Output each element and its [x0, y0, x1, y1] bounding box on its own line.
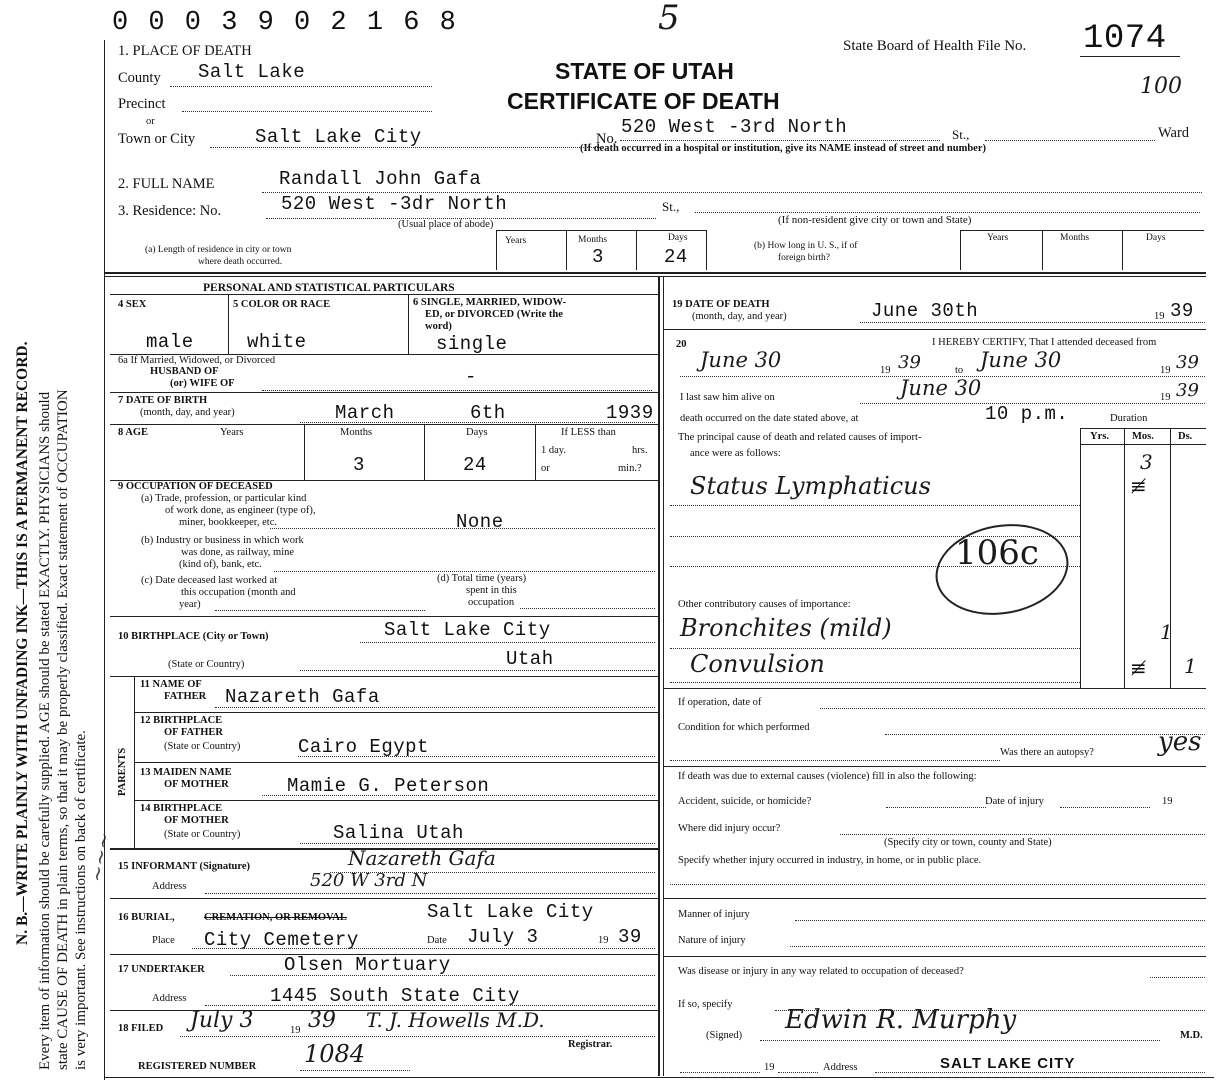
us-length-label: (b) How long in U. S., if of — [754, 241, 858, 251]
spouse-label-2: HUSBAND OF — [150, 366, 219, 377]
registrar-label: Registrar. — [568, 1039, 613, 1050]
sidebar-line-4: is very important. See instructions on back of certificate. — [73, 730, 89, 1070]
us-years-header: Years — [987, 233, 1009, 243]
attended-to-label: to — [955, 365, 964, 376]
residence-months-value: 3 — [592, 246, 604, 268]
burial-year-prefix: 19 — [598, 935, 609, 946]
registrar-signature: T. J. Howells M.D. — [366, 1008, 545, 1032]
cause-months-mark: ≢ — [1130, 474, 1147, 498]
father-value: Nazareth Gafa — [225, 686, 380, 708]
birthplace-city-value: Salt Lake City — [384, 619, 551, 641]
accident-label: Accident, suicide, or homicide? — [678, 796, 812, 807]
ward-label: Ward — [1158, 125, 1190, 141]
age-months-header: Months — [340, 427, 373, 438]
mother-birthplace-value: Salina Utah — [333, 822, 464, 844]
full-name-value: Randall John Gafa — [279, 168, 482, 190]
operation-label: If operation, date of — [678, 697, 762, 708]
age-min-label: min.? — [618, 463, 642, 474]
undertaker-address-label: Address — [152, 993, 187, 1004]
date-of-death-year-prefix: 19 — [1154, 311, 1165, 322]
residence-days-value: 24 — [664, 246, 688, 268]
residence-value: 520 West -3dr North — [281, 193, 508, 215]
occupation-d-label-2: spent in this — [466, 585, 517, 596]
mother-birthplace-label-3: (State or Country) — [164, 829, 241, 840]
usual-abode-label: (Usual place of abode) — [398, 219, 494, 230]
attended-to: June 30 — [980, 348, 1062, 372]
mother-value: Mamie G. Peterson — [287, 775, 490, 797]
occupation-c-label-3: year) — [179, 599, 201, 610]
filed-label: 18 FILED — [118, 1023, 164, 1034]
occupation-b-label-2: was done, as railway, mine — [181, 547, 295, 558]
physician-address-label: Address — [823, 1062, 858, 1073]
burial-date-label: Date — [427, 935, 447, 946]
physician-signature: Edwin R. Murphy — [785, 1005, 1017, 1035]
duration-yrs-header: Yrs. — [1090, 431, 1109, 442]
residence-months-header: Months — [578, 235, 608, 245]
undertaker-address-value: 1445 South State City — [270, 985, 520, 1007]
age-hrs-label: hrs. — [632, 445, 648, 456]
last-saw-label: I last saw him alive on — [680, 392, 775, 403]
date-of-death-label: 19 DATE OF DEATH — [672, 299, 770, 310]
dob-year-value: 1939 — [606, 402, 654, 424]
county-value: Salt Lake — [198, 61, 306, 83]
informant-address: 520 W 3rd N — [310, 870, 428, 891]
contributory-cause-1: Bronchites (mild) — [680, 614, 892, 642]
condition-label: Condition for which performed — [678, 722, 810, 733]
contributory-cause-1-value: 1 — [1160, 620, 1173, 644]
nature-label: Nature of injury — [678, 935, 746, 946]
death-time-value: 10 p.m. — [985, 403, 1069, 425]
dob-month-value: March — [335, 402, 395, 424]
dob-label: 7 DATE OF BIRTH — [118, 395, 208, 406]
certify-text: I HEREBY CERTIFY, That I attended deceased from — [932, 337, 1157, 348]
specify-industry-label: Specify whether injury occurred in industry, in home, or in public place. — [678, 855, 982, 866]
date-of-death-value: June 30th — [871, 300, 979, 322]
birthplace-state-value: Utah — [506, 648, 554, 670]
town-value: Salt Lake City — [255, 126, 422, 148]
occupation-c-label-2: this occupation (month and — [181, 587, 296, 598]
race-value: white — [247, 331, 307, 353]
cause-label: The principal cause of death and related causes of import- — [678, 432, 922, 443]
burial-date-value: July 3 — [467, 926, 539, 948]
sidebar-line-1: N. B.—WRITE PLAINLY WITH UNFADING INK—THIS IS A PERMANENT RECORD. — [14, 341, 31, 945]
attended-from-year-prefix: 19 — [880, 365, 891, 376]
registered-number: 1084 — [304, 1040, 366, 1068]
state-file-number: 1074 — [1083, 20, 1167, 58]
spouse-label-3: (or) WIFE OF — [170, 378, 235, 389]
birthplace-label: 10 BIRTHPLACE (City or Town) — [118, 631, 269, 642]
age-months-value: 3 — [353, 454, 365, 476]
mother-label: 13 MAIDEN NAME — [140, 767, 232, 778]
burial-place-label: Place — [152, 935, 175, 946]
burial-label: 16 BURIAL, — [118, 912, 175, 923]
date-of-injury-label: Date of injury — [985, 796, 1044, 807]
related-occupation-label: Was disease or injury in any way related to occupation of deceased? — [678, 966, 964, 977]
occupation-a-label-3: miner, bookkeeper, etc. — [179, 517, 277, 528]
filed-year-prefix: 19 — [290, 1025, 301, 1036]
father-label-2: FATHER — [164, 691, 207, 702]
certify-number: 20 — [676, 339, 687, 350]
cause-months-value: 3 — [1140, 450, 1153, 474]
residence-label: 3. Residence: No. — [118, 203, 222, 219]
residence-years-header: Years — [505, 236, 527, 246]
occupation-b-label: (b) Industry or business in which work — [141, 535, 304, 546]
mother-label-2: OF MOTHER — [164, 779, 229, 790]
last-saw-value: June 30 — [900, 376, 982, 400]
street-st-label: St., — [952, 127, 970, 142]
or-label: or — [146, 116, 155, 127]
document-title-state: STATE OF UTAH — [555, 58, 734, 84]
attended-to-year: 39 — [1176, 352, 1199, 373]
serial-mark: 5 — [658, 0, 680, 38]
age-day-label: 1 day. — [541, 445, 566, 456]
age-or-label: or — [541, 463, 550, 474]
external-causes-label: If death was due to external causes (violence) fill in also the following: — [678, 771, 977, 782]
duration-label: Duration — [1110, 413, 1148, 424]
residence-days-header: Days — [668, 233, 688, 243]
registered-number-label: REGISTERED NUMBER — [138, 1061, 257, 1072]
mother-birthplace-label-2: OF MOTHER — [164, 815, 229, 826]
sex-label: 4 SEX — [118, 299, 147, 310]
full-name-label: 2. FULL NAME — [118, 176, 215, 192]
filed-year: 39 — [308, 1008, 336, 1033]
contributory-label: Other contributory causes of importance: — [678, 599, 851, 610]
occupation-d-label: (d) Total time (years) — [437, 573, 527, 584]
race-label: 5 COLOR OR RACE — [233, 299, 331, 310]
occupation-d-label-3: occupation — [468, 597, 515, 608]
mother-birthplace-label: 14 BIRTHPLACE — [140, 803, 223, 814]
death-occurred-label: death occurred on the date stated above, at — [680, 413, 859, 424]
attended-from: June 30 — [700, 348, 782, 372]
md-label: M.D. — [1180, 1030, 1203, 1041]
length-residence-label-2: where death occurred. — [198, 257, 283, 267]
date-of-death-label-2: (month, day, and year) — [692, 311, 787, 322]
signed-label: (Signed) — [706, 1030, 743, 1041]
dob-label-2: (month, day, and year) — [140, 407, 235, 418]
us-months-header: Months — [1060, 233, 1090, 243]
town-label: Town or City — [118, 131, 196, 147]
autopsy-value: yes — [1158, 727, 1202, 757]
informant-label: 15 INFORMANT (Signature) — [118, 861, 251, 872]
street-number-label: No. — [596, 131, 618, 147]
age-label: 8 AGE — [118, 427, 149, 438]
burial-year-value: 39 — [618, 926, 642, 948]
nonresident-note: (If non-resident give city or town and State) — [778, 214, 972, 226]
sex-value: male — [146, 331, 194, 353]
marital-label-3: word) — [425, 321, 452, 332]
marital-label-2: ED, or DIVORCED (Write the — [425, 309, 563, 320]
occupation-value: None — [456, 511, 504, 533]
manner-label: Manner of injury — [678, 909, 750, 920]
undertaker-label: 17 UNDERTAKER — [118, 964, 205, 975]
precinct-label: Precinct — [118, 96, 166, 112]
corner-number: 100 — [1140, 74, 1182, 99]
father-birthplace-label-2: OF FATHER — [164, 727, 224, 738]
hospital-note: (If death occurred in a hospital or institution, give its NAME instead of street and number) — [580, 143, 987, 154]
marital-label: 6 SINGLE, MARRIED, WIDOW- — [413, 297, 567, 308]
father-label: 11 NAME OF — [140, 679, 202, 690]
occupation-b-label-3: (kind of), bank, etc. — [179, 559, 262, 570]
place-of-death-label: 1. PLACE OF DEATH — [118, 43, 252, 59]
attended-to-year-prefix: 19 — [1160, 365, 1171, 376]
birthplace-state-label: (State or Country) — [168, 659, 245, 670]
cause-label-2: ance were as follows: — [690, 448, 781, 459]
cause-value: Status Lymphaticus — [690, 472, 931, 500]
occupation-a-label-2: of work done, as engineer (type of), — [165, 505, 316, 516]
date-of-death-year: 39 — [1170, 300, 1194, 322]
length-residence-label: (a) Length of residence in city or town — [145, 245, 292, 255]
age-less-label: If LESS than — [561, 427, 616, 438]
last-saw-year-prefix: 19 — [1160, 392, 1171, 403]
burial-value: Salt Lake City — [427, 901, 594, 923]
duration-ds-header: Ds. — [1178, 431, 1193, 442]
where-injury-label: Where did injury occur? — [678, 823, 781, 834]
last-saw-year: 39 — [1176, 380, 1199, 401]
sidebar-handwritten-mark: ~~~ — [84, 830, 117, 884]
street-value: 520 West -3rd North — [621, 116, 848, 138]
occupation-label: 9 OCCUPATION OF DECEASED — [118, 481, 273, 492]
physician-address: SALT LAKE CITY — [940, 1055, 1076, 1072]
us-length-label-2: foreign birth? — [778, 253, 830, 263]
specify-place-note: (Specify city or town, county and State) — [884, 837, 1052, 848]
serial-number: 0 0 0 3 9 0 2 1 6 8 — [112, 8, 458, 38]
if-so-label: If so, specify — [678, 999, 733, 1010]
burial-struck-label: CREMATION, OR REMOVAL — [204, 912, 347, 923]
contributory-cause-2: Convulsion — [690, 650, 825, 678]
age-days-value: 24 — [463, 454, 487, 476]
age-days-header: Days — [466, 427, 488, 438]
county-label: County — [118, 70, 161, 86]
filed-date: July 3 — [190, 1008, 254, 1033]
date-of-injury-year-prefix: 19 — [1162, 796, 1173, 807]
informant-signature: Nazareth Gafa — [348, 846, 496, 870]
signed-year-prefix: 19 — [764, 1062, 775, 1073]
dob-day-value: 6th — [470, 402, 506, 424]
contributory-cause-2-value: 1 — [1184, 654, 1197, 678]
residence-st-label: St., — [662, 199, 680, 214]
autopsy-label: Was there an autopsy? — [1000, 747, 1094, 758]
cause-code: 106c — [955, 533, 1039, 573]
occupation-a-label: (a) Trade, profession, or particular kind — [141, 493, 307, 504]
sidebar-line-2: Every item of information should be carefully supplied. AGE should be stated EXACTLY. PHYSICIANS should — [37, 391, 53, 1070]
sidebar-line-3: state CAUSE OF DEATH in plain terms, so that it may be properly classified. Exact statement of OCCUPATION — [55, 389, 71, 1070]
occupation-c-label: (c) Date deceased last worked at — [141, 575, 278, 586]
age-years-header: Years — [220, 427, 244, 438]
father-birthplace-label-3: (State or Country) — [164, 741, 241, 752]
attended-from-year: 39 — [898, 352, 921, 373]
burial-place-value: City Cemetery — [204, 929, 359, 951]
parents-side-label: PARENTS — [117, 747, 128, 796]
personal-header: PERSONAL AND STATISTICAL PARTICULARS — [203, 282, 455, 294]
us-days-header: Days — [1146, 233, 1166, 243]
state-file-label: State Board of Health File No. — [843, 38, 1027, 54]
informant-address-label: Address — [152, 881, 187, 892]
father-birthplace-value: Cairo Egypt — [298, 736, 429, 758]
contributory-cause-2-mark: ≢ — [1130, 656, 1147, 680]
duration-mos-header: Mos. — [1132, 431, 1154, 442]
spouse-label: 6a If Married, Widowed, or Divorced — [118, 355, 276, 366]
marital-value: single — [436, 333, 508, 355]
father-birthplace-label: 12 BIRTHPLACE — [140, 715, 223, 726]
document-title: CERTIFICATE OF DEATH — [507, 88, 780, 114]
spouse-value: - — [465, 366, 477, 388]
undertaker-value: Olsen Mortuary — [284, 954, 451, 976]
